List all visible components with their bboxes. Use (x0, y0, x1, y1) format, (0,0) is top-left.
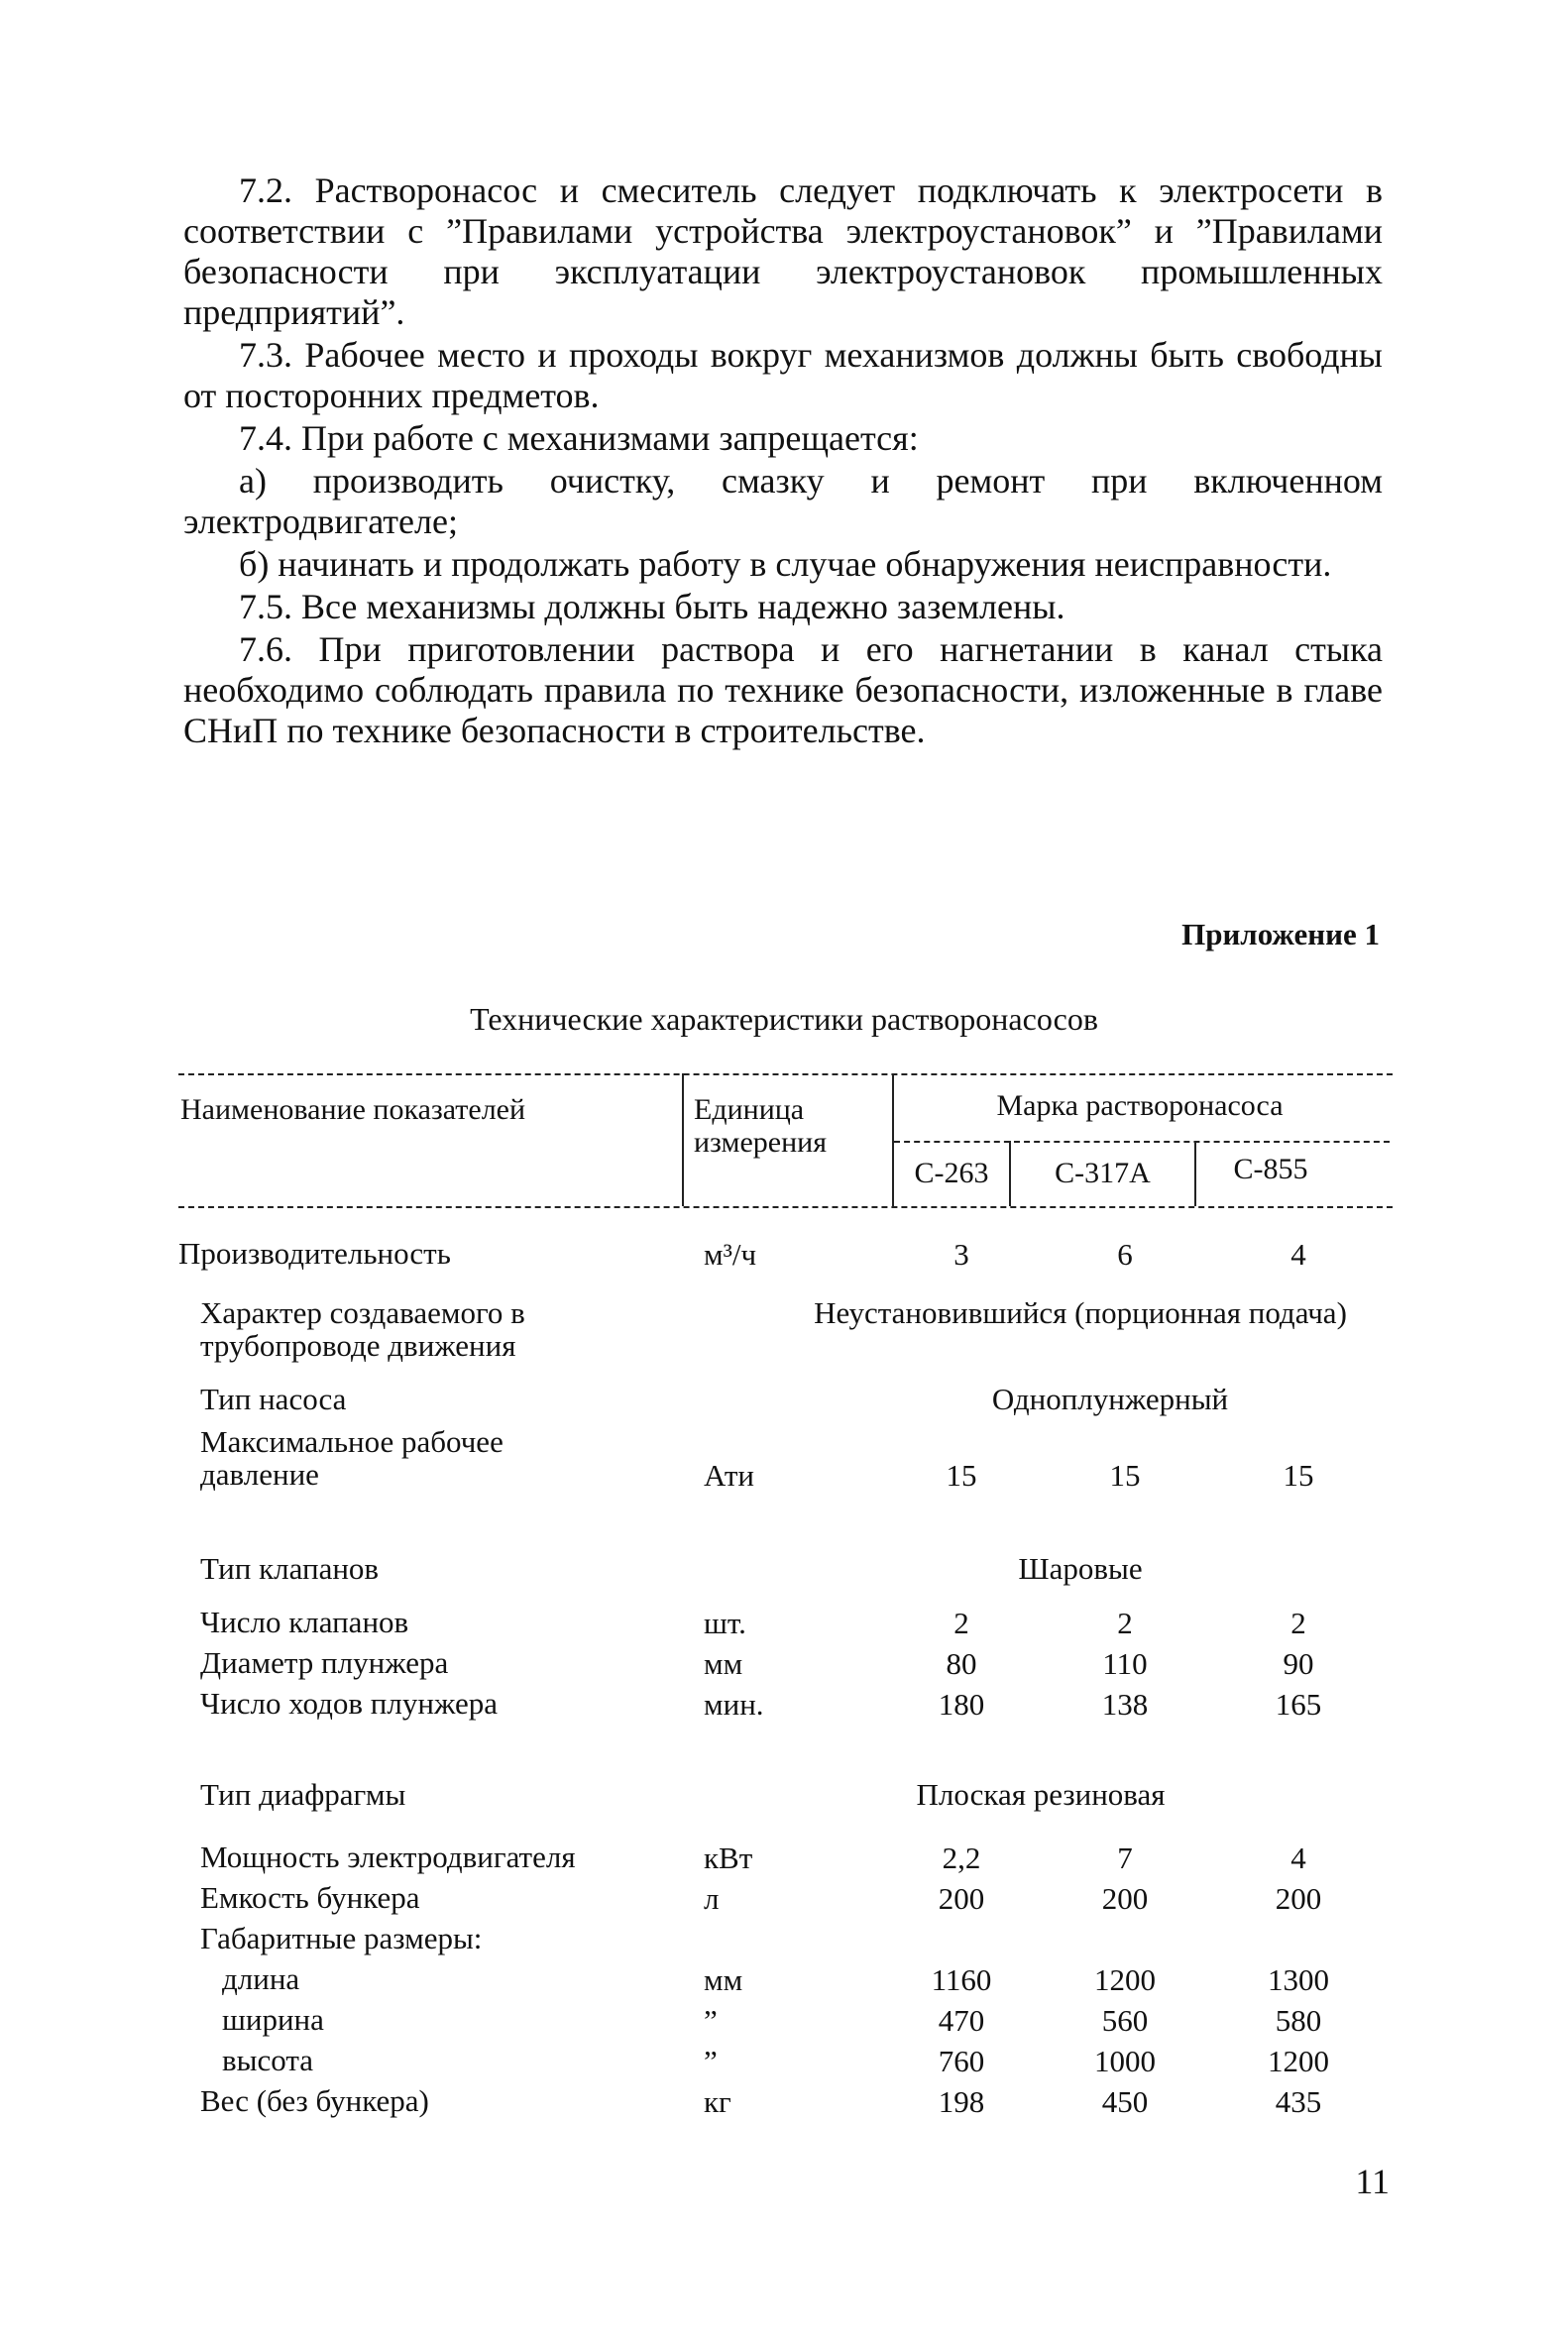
table-title: Технические характеристики растворонасосов (470, 1001, 1098, 1037)
row-value-c317a: 560 (1101, 2003, 1149, 2038)
table-header (178, 1065, 1393, 1214)
row-name: высота (222, 2043, 314, 2077)
row-value-c263: 3 (953, 1237, 969, 1272)
row-value-c317a: 7 (1117, 1840, 1133, 1875)
paragraph-7-4-a: а) производить очистку, смазку и ремонт при включенном электродвигателе; (183, 461, 1383, 541)
row-value-c317a: 2 (1117, 1606, 1133, 1640)
row-value-c855: 580 (1275, 2003, 1322, 2038)
row-name: Тип клапанов (200, 1551, 380, 1586)
row-value-c317a: 1000 (1094, 2044, 1156, 2078)
row-name: Число клапанов (200, 1605, 409, 1639)
row-name: Характер создаваемого в трубопроводе движения (200, 1295, 525, 1363)
row-name: Производительность (178, 1236, 451, 1271)
row-value-c263: 198 (938, 2084, 985, 2119)
row-span-value: Одноплунжерный (991, 1382, 1229, 1416)
paragraph-7-3: 7.3. Рабочее место и проходы вокруг механизмов должны быть свободны от посторонних предметов. (183, 335, 1383, 415)
row-value-c317a: 200 (1101, 1881, 1149, 1916)
page-number: 11 (1355, 2162, 1390, 2201)
row-value-c855: 4 (1290, 1237, 1306, 1272)
header-brand-3: С-855 (1233, 1153, 1308, 1185)
row-value-c855: 1200 (1268, 2044, 1329, 2078)
row-value-c317a: 15 (1109, 1458, 1141, 1493)
row-unit: ” (704, 2003, 718, 2038)
row-unit: ” (704, 2044, 718, 2078)
row-value-c317a: 138 (1101, 1687, 1149, 1722)
row-span-value: Плоская резиновая (916, 1777, 1166, 1812)
row-unit: кг (704, 2084, 731, 2119)
row-unit: мм (704, 1962, 743, 1997)
paragraph-7-6: 7.6. При приготовлении раствора и его нагнетании в канал стыка необходимо соблюдать правила по технике безопасности, изложенные в главе СНиП по технике безопасности в строительстве. (183, 629, 1383, 750)
appendix-label: Приложение 1 (1181, 917, 1380, 951)
row-name: Тип диафрагмы (200, 1777, 406, 1812)
row-name: Вес (без бункера) (200, 2083, 429, 2118)
row-span-value: Шаровые (1018, 1551, 1143, 1586)
row-value-c855: 15 (1283, 1458, 1314, 1493)
row-name: Габаритные размеры: (200, 1921, 483, 1955)
row-value-c263: 2 (953, 1606, 969, 1640)
row-value-c263: 760 (938, 2044, 985, 2078)
row-span-value: Неустановившийся (порционная подача) (814, 1295, 1347, 1330)
row-value-c263: 1160 (931, 1962, 992, 1997)
header-name-column: Наименование показателей (180, 1093, 526, 1126)
row-value-c263: 2,2 (942, 1840, 981, 1875)
row-value-c855: 2 (1290, 1606, 1306, 1640)
row-unit: мин. (704, 1687, 764, 1722)
row-value-c263: 80 (946, 1646, 977, 1681)
row-value-c855: 90 (1283, 1646, 1314, 1681)
row-name: Диаметр плунжера (200, 1645, 449, 1680)
row-name: Емкость бункера (200, 1880, 420, 1915)
paragraph-7-2: 7.2. Растворонасос и смеситель следует подключать к электросети в соответствии с ”Правилами устройства электроустановок” и ”Правилами безопасности при эксплуатации электроустановок промышленных предприятий”. (183, 170, 1383, 332)
header-brand-1: С-263 (914, 1157, 989, 1189)
row-name: Число ходов плунжера (200, 1686, 498, 1721)
row-value-c855: 4 (1290, 1840, 1306, 1875)
header-top-rule (178, 1073, 1393, 1075)
row-value-c855: 1300 (1268, 1962, 1329, 1997)
header-bottom-rule (178, 1206, 1393, 1208)
row-value-c855: 165 (1275, 1687, 1322, 1722)
row-name: ширина (222, 2002, 324, 2037)
paragraph-7-5: 7.5. Все механизмы должны быть надежно заземлены. (239, 587, 1065, 626)
row-unit: шт. (704, 1606, 746, 1640)
header-unit-column: Единица измерения (694, 1093, 828, 1159)
row-value-c317a: 1200 (1094, 1962, 1156, 1997)
row-value-c317a: 6 (1117, 1237, 1133, 1272)
row-value-c263: 15 (946, 1458, 977, 1493)
row-value-c855: 435 (1275, 2084, 1322, 2119)
header-brand-2: С-317А (1055, 1157, 1151, 1189)
brand-group-rule (894, 1141, 1390, 1143)
paragraph-7-4-b: б) начинать и продолжать работу в случае обнаружения неисправности. (239, 544, 1332, 584)
row-value-c263: 180 (938, 1687, 985, 1722)
row-unit: мм (704, 1646, 743, 1681)
row-value-c263: 200 (938, 1881, 985, 1916)
row-name: Максимальное рабочее давление (200, 1424, 504, 1492)
row-unit: л (704, 1881, 720, 1916)
row-name: длина (222, 1961, 300, 1996)
body-text (183, 170, 1383, 753)
row-value-c317a: 110 (1102, 1646, 1148, 1681)
row-value-c263: 470 (938, 2003, 985, 2038)
paragraph-7-4: 7.4. При работе с механизмами запрещается: (239, 418, 919, 458)
row-name: Мощность электродвигателя (200, 1840, 576, 1874)
row-value-c855: 200 (1275, 1881, 1322, 1916)
row-value-c317a: 450 (1101, 2084, 1149, 2119)
header-brand-group: Марка растворонасоса (996, 1089, 1284, 1122)
row-name: Тип насоса (200, 1382, 347, 1416)
row-unit: кВт (704, 1840, 753, 1875)
row-unit: м³/ч (704, 1237, 757, 1272)
header-divider-name (682, 1073, 684, 1206)
row-unit: Ати (704, 1458, 754, 1493)
